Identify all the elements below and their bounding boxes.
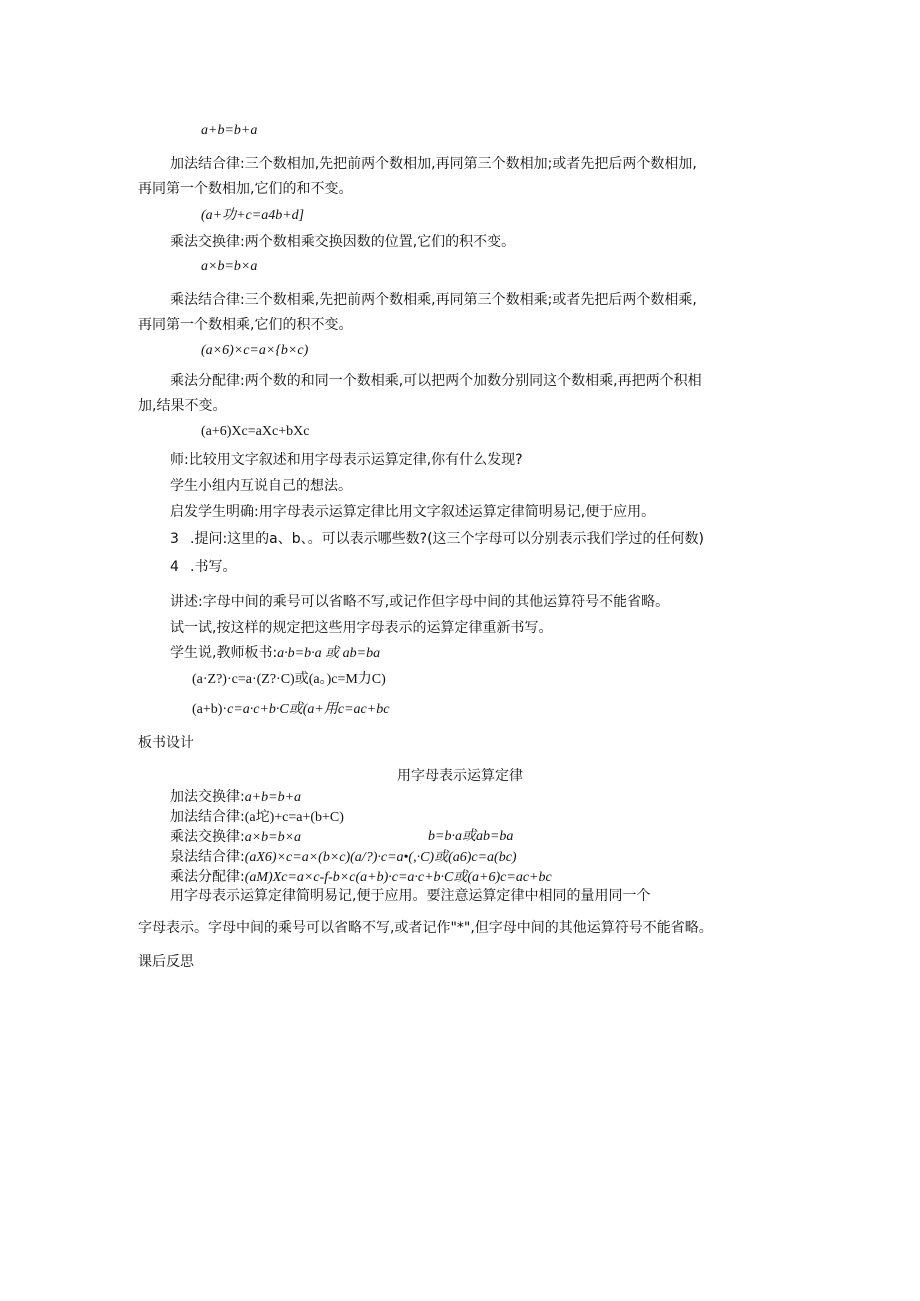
board-prefix: 学生说,教师板书:: [170, 645, 278, 661]
board-summary-line2: 字母表示。字母中间的乘号可以省略不写,或者记作"*",但字母中间的其他运算符号不能省略。: [138, 920, 713, 936]
board-row-multiplication-commutative: [170, 828, 301, 847]
item-4-text: .书写。: [190, 559, 237, 575]
board-row-label: 乘法分配律:: [170, 869, 245, 885]
board-row-addition-associative: [170, 808, 344, 827]
board-summary-line1: 用字母表示运算定律简明易记,便于应用。要注意运算定律中相同的量用同一个: [170, 888, 651, 904]
board-formula-2: (a·Z?)·c=a·(Z?·C)或(a。)c=M力C): [192, 672, 386, 687]
board-row-label: 加法交换律:: [170, 789, 245, 805]
text-teacher-question: 师:比较用文字叙述和用字母表示运算定律,你有什么发现?: [170, 452, 523, 468]
board-design-title: 用字母表示运算定律: [397, 768, 523, 784]
board-row-label: 乘法交换律:: [170, 829, 245, 845]
text-clarify: 启发学生明确:用字母表示运算定律比用文字叙述运算定律简明易记,便于应用。: [170, 504, 656, 520]
board-row-addition-commutative: [170, 788, 301, 807]
text-multiplication-associative-line2: 再同第一个数相乘,它们的积不变。: [138, 317, 353, 333]
formula-multiplication-associative: (a×6)×c=a×{b×c): [201, 343, 309, 358]
item-3-text: .提问:这里的a、b、。可以表示哪些数?(这三个字母可以分别表示我们学过的任何数): [190, 531, 704, 547]
formula-multiplication-distributive: (a+6)Xc=aXc+bXc: [201, 424, 310, 439]
board-row-formula: (aX6)×c=a×(b×c)(a/?)·c=a•(,·C)或(a6)c=a(bc): [244, 850, 517, 865]
text-students-discuss: 学生小组内互说自己的想法。: [170, 478, 352, 494]
item-3-number: 3: [170, 531, 179, 547]
board-formula-3: [192, 700, 389, 719]
board-row-multiplication-commutative-extra: b=b·a或ab=ba: [428, 829, 514, 844]
text-addition-associative-line2: 再同第一个数相加,它们的和不变。: [138, 181, 353, 197]
board-row-formula: (aM)Xc=a×c-f-b×c(a+b)·c=a·c+b·C或(a+6)c=ac+bc: [244, 870, 552, 885]
board-row-formula: (a坨)+c=a+(b+C): [244, 810, 344, 825]
text-addition-associative-line1: 加法结合律:三个数相加,先把前两个数相加,再同第三个数相加;或者先把后两个数相加,: [170, 156, 697, 172]
formula-addition-associative: (a+功+c=a4b+d]: [201, 208, 305, 223]
board-row-label: 加法结合律:: [170, 809, 245, 825]
formula-addition-commutative: a+b=b+a: [201, 123, 258, 138]
board-row-multiplication-associative: [170, 848, 517, 867]
text-multiplication-associative-line1: 乘法结合律:三个数相乘,先把前两个数相乘,再同第三个数相乘;或者先把后两个数相乘,: [170, 292, 697, 308]
text-multiplication-distributive-line2: 加,结果不变。: [138, 398, 227, 414]
board-row-formula: a×b=b×a: [244, 830, 302, 845]
text-explain: 讲述:字母中间的乘号可以省略不写,或记作但字母中间的其他运算符号不能省略。: [170, 594, 670, 610]
text-multiplication-distributive-line1: 乘法分配律:两个数的和同一个数相乘,可以把两个加数分别同这个数相乘,再把两个积相: [170, 373, 702, 389]
text-board-writing: [170, 644, 380, 663]
board-row-formula: a+b=b+a: [244, 790, 302, 805]
heading-board-design: 板书设计: [138, 735, 194, 751]
text-multiplication-commutative: 乘法交换律:两个数相乘交换因数的位置,它们的积不变。: [170, 234, 516, 250]
heading-reflection: 课后反思: [138, 954, 194, 970]
item-4-number: 4: [170, 559, 179, 575]
board-formula-3-a: (a+b)·: [192, 702, 228, 717]
board-row-multiplication-distributive: [170, 868, 552, 887]
formula-multiplication-commutative: a×b=b×a: [201, 259, 258, 274]
text-try: 试一试,按这样的规定把这些用字母表示的运算定律重新书写。: [170, 620, 553, 636]
board-formula-1: a·b=b·a 或 ab=ba: [277, 646, 381, 661]
board-formula-3-b: c=a·c+b·C或(a+用c=ac+bc: [227, 702, 390, 717]
board-row-label: 泉法结合律:: [170, 849, 245, 865]
